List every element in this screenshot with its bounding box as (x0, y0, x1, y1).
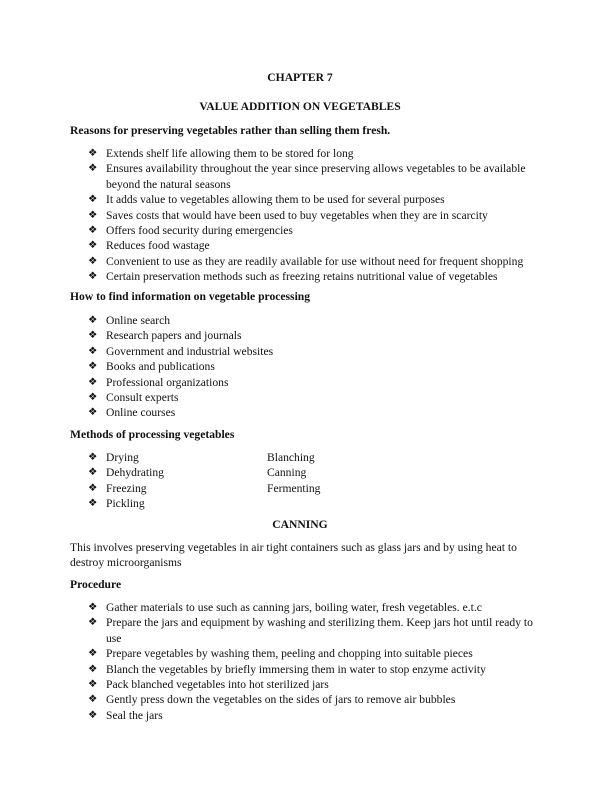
list-item-text: Pickling (106, 497, 145, 511)
list-item (88, 600, 538, 615)
list-item (88, 238, 538, 253)
procedure-heading: Procedure (70, 578, 122, 591)
bullet-icon: ❖ (88, 225, 98, 237)
bullet-icon: ❖ (88, 617, 98, 629)
list-item: Canning (267, 466, 307, 480)
bullet-icon: ❖ (88, 240, 98, 252)
list-item (88, 677, 538, 692)
list-item-text: Convenient to use as they are readily available for use without need for frequent shopping (106, 254, 524, 268)
list-item-text: Government and industrial websites (106, 344, 274, 358)
list-item (88, 146, 538, 161)
bullet-icon: ❖ (88, 709, 98, 721)
list-item-text: Certain preservation methods such as freezing retains nutritional value of vegetables (106, 270, 498, 284)
list-item-text: Extends shelf life allowing them to be stored for long (106, 147, 354, 160)
list-item (88, 192, 538, 207)
list-item-text: Online courses (106, 406, 176, 420)
list-item (88, 359, 538, 374)
list-item-text: Online search (106, 314, 171, 327)
bullet-icon: ❖ (88, 648, 98, 660)
chapter-label: CHAPTER 7 (267, 71, 333, 84)
reasons-list (88, 146, 538, 285)
bullet-icon: ❖ (88, 482, 98, 494)
reasons-heading: Reasons for preserving vegetables rather than selling them fresh. (70, 124, 391, 137)
bullet-icon: ❖ (88, 407, 98, 419)
bullet-icon: ❖ (88, 392, 98, 404)
list-item-text: Gently press down the vegetables on the sides of jars to remove air bubbles (106, 693, 456, 707)
bullet-icon: ❖ (88, 163, 98, 175)
bullet-icon: ❖ (88, 361, 98, 373)
bullet-icon: ❖ (88, 330, 98, 342)
list-item (88, 328, 538, 343)
list-item (88, 223, 538, 238)
list-item (88, 254, 538, 269)
list-item (88, 313, 538, 328)
canning-description: This involves preserving vegetables in air tight containers such as glass jars and by using heat to destroy microorganisms (70, 541, 517, 570)
chapter-title: VALUE ADDITION ON VEGETABLES (199, 100, 401, 113)
list-item (88, 646, 538, 661)
list-item-text: Freezing (106, 481, 147, 495)
list-item (88, 662, 538, 677)
information-list (88, 313, 538, 421)
list-item (88, 465, 258, 480)
list-item (88, 615, 538, 646)
list-item: Blanching (267, 451, 315, 464)
methods-list-left (88, 450, 258, 512)
list-item-text: Research papers and journals (106, 329, 242, 343)
list-item (88, 161, 538, 192)
list-item (88, 692, 538, 707)
bullet-icon: ❖ (88, 148, 98, 159)
list-item-text: Dehydrating (106, 466, 164, 480)
procedure-list (88, 600, 538, 723)
information-heading: How to find information on vegetable processing (70, 290, 311, 303)
methods-heading: Methods of processing vegetables (70, 428, 235, 441)
bullet-icon: ❖ (88, 467, 98, 479)
list-item (88, 375, 538, 390)
bullet-icon: ❖ (88, 345, 98, 357)
list-item-text: Gather materials to use such as canning jars, boiling water, fresh vegetables. e.t.c (106, 601, 482, 614)
list-item-text: Blanch the vegetables by briefly immersing them in water to stop enzyme activity (106, 662, 486, 676)
canning-heading: CANNING (272, 518, 328, 531)
list-item (88, 481, 258, 496)
list-item-text: Offers food security during emergencies (106, 224, 293, 238)
list-item-text: Books and publications (106, 360, 215, 374)
list-item-text: Reduces food wastage (106, 239, 210, 253)
list-item (88, 390, 538, 405)
list-item (88, 208, 538, 223)
list-item (88, 496, 258, 511)
methods-list-right (267, 450, 417, 496)
bullet-icon: ❖ (88, 271, 98, 283)
list-item-text: Drying (106, 451, 139, 464)
bullet-icon: ❖ (88, 209, 98, 221)
list-item (88, 450, 258, 465)
list-item-text: Prepare vegetables by washing them, peeling and chopping into suitable pieces (106, 647, 473, 661)
list-item-text: Ensures availability throughout the year since preserving allows vegetables to be available beyond the natural seasons (106, 162, 526, 191)
list-item-text: Seal the jars (106, 708, 163, 722)
list-item-text: Prepare the jars and equipment by washing and sterilizing them. Keep jars hot until ready to use (106, 616, 533, 645)
list-item-text: Consult experts (106, 391, 179, 405)
bullet-icon: ❖ (88, 452, 98, 463)
list-item-text: Saves costs that would have been used to buy vegetables when they are in scarcity (106, 208, 488, 222)
list-item (88, 344, 538, 359)
bullet-icon: ❖ (88, 498, 98, 510)
bullet-icon: ❖ (88, 315, 98, 326)
list-item-text: Pack blanched vegetables into hot sterilized jars (106, 678, 329, 692)
bullet-icon: ❖ (88, 679, 98, 691)
bullet-icon: ❖ (88, 194, 98, 206)
list-item-text: Professional organizations (106, 375, 229, 389)
bullet-icon: ❖ (88, 694, 98, 706)
bullet-icon: ❖ (88, 602, 98, 613)
list-item (88, 708, 538, 723)
list-item: Fermenting (267, 481, 321, 495)
bullet-icon: ❖ (88, 376, 98, 388)
list-item (88, 405, 538, 420)
bullet-icon: ❖ (88, 255, 98, 267)
list-item-text: It adds value to vegetables allowing them to be used for several purposes (106, 193, 445, 207)
bullet-icon: ❖ (88, 663, 98, 675)
list-item (88, 269, 538, 284)
